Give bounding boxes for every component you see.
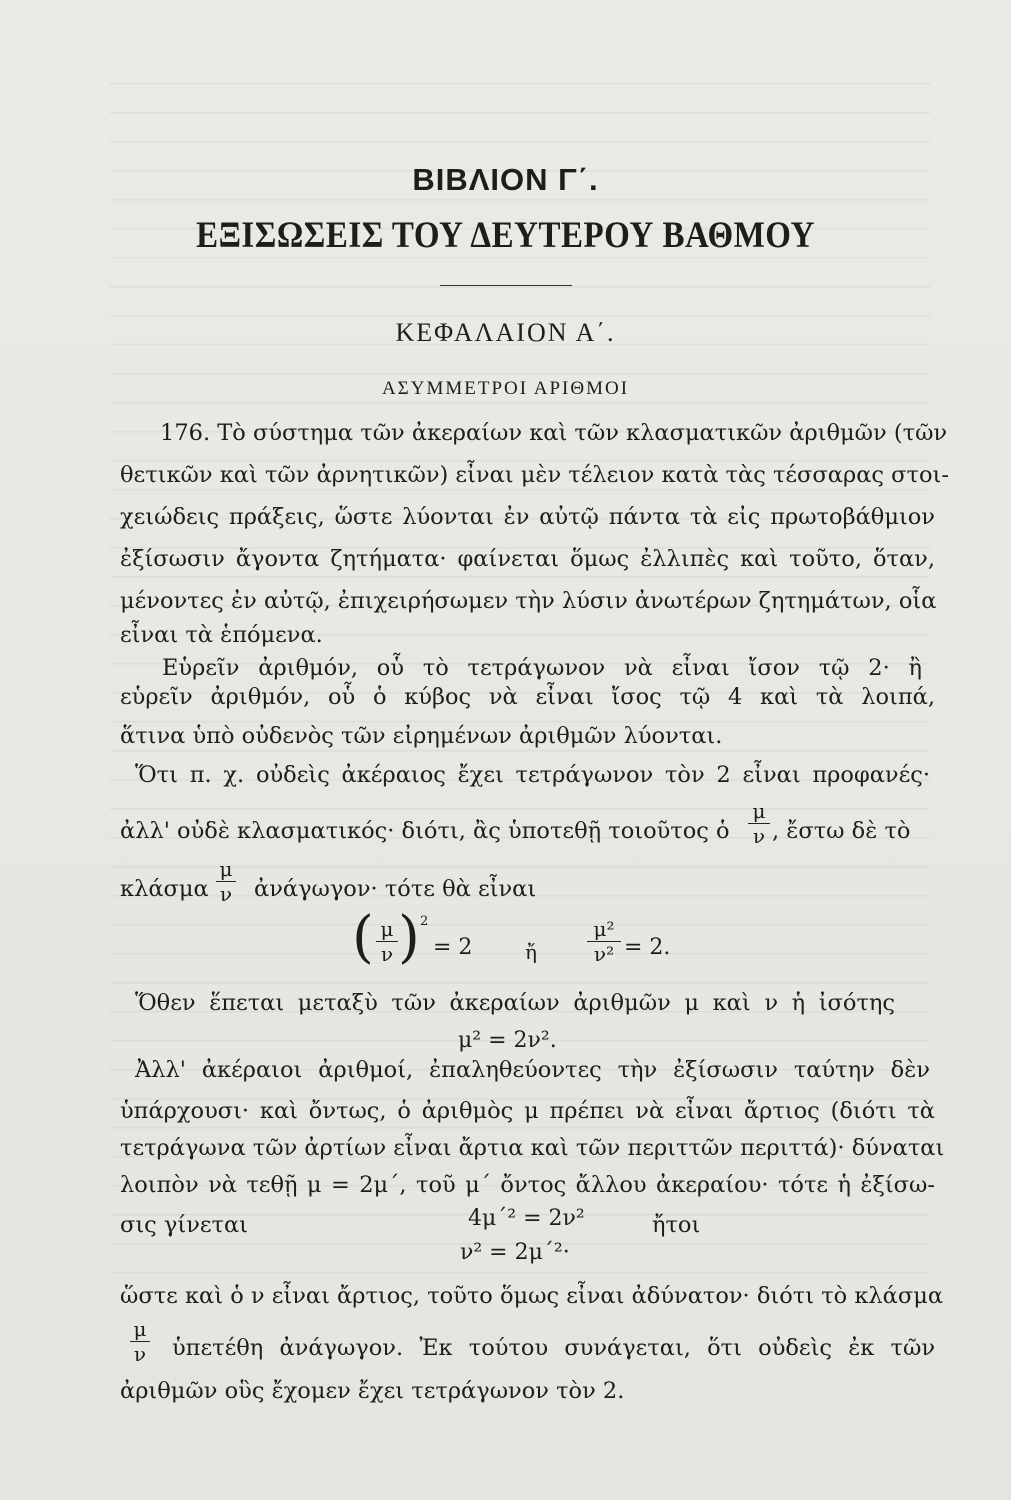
text-line: ἤτοι: [652, 1212, 701, 1238]
text-line: , ἔστω δὲ τὸ: [772, 818, 911, 844]
text-line: τετράγωνα τῶν ἀρτίων εἶναι ἄρτια καὶ τῶν περιττῶν περιττά)· δύναται: [120, 1135, 945, 1161]
fraction-mu-nu: μ ν: [748, 800, 770, 847]
text-line: εὑρεῖν ἀριθμόν, οὗ ὁ κύβος νὰ εἶναι ἴσος τῷ 4 καὶ τὰ λοιπά,: [120, 684, 935, 710]
text-line: κλάσμα: [120, 876, 209, 902]
text-line: ἐξίσωσιν ἄγοντα ζητήματα· φαίνεται ὅμως ἐλλιπὲς καὶ τοῦτο, ὅταν,: [120, 546, 935, 572]
fraction-mu-nu: μ ν: [130, 1318, 150, 1365]
text-line: θετικῶν καὶ τῶν ἀρνητικῶν) εἶναι μὲν τέλειον κατὰ τὰς τέσσαρας στοι-: [120, 462, 949, 488]
equation-identity: μ² = 2ν².: [458, 1028, 557, 1053]
exponent: 2: [420, 914, 429, 929]
fraction-mu2-nu2: μ² ν²: [587, 918, 621, 965]
text-line: ἀριθμῶν οὓς ἔχομεν ἔχει τετράγωνον τὸν 2.: [120, 1378, 625, 1404]
chapter-title: ΚΕΦΑΛΑΙΟΝ Α΄.: [395, 318, 616, 347]
equation-b: ν² = 2μ΄²·: [460, 1240, 570, 1265]
equation-part: = 2.: [624, 935, 671, 960]
text-line: ὥστε καὶ ὁ ν εἶναι ἄρτιος, τοῦτο ὅμως εἶναι ἀδύνατον· διότι τὸ κλάσμα: [120, 1283, 944, 1309]
text-line: ἀνάγωγον· τότε θὰ εἶναι: [254, 876, 537, 902]
equation-or: ἤ: [525, 940, 537, 964]
fraction-mu-nu: μ ν: [216, 858, 236, 905]
text-line: ὑπετέθη ἀνάγωγον. Ἐκ τούτου συνάγεται, ὅτι οὐδεὶς ἐκ τῶν: [172, 1335, 935, 1361]
book-title: ΒΙΒΛΙΟΝ Γ΄.: [412, 162, 599, 197]
equation-a: 4μ΄² = 2ν²: [468, 1206, 585, 1231]
left-paren: (: [352, 905, 374, 970]
text-line: λοιπὸν νὰ τεθῇ μ = 2μ΄, τοῦ μ΄ ὄντος ἄλλου ἀκεραίου· τότε ἡ ἐξίσω-: [120, 1172, 935, 1198]
text-line: Εὑρεῖν ἀριθμόν, οὗ τὸ τετράγωνον νὰ εἶναι ἴσον τῷ 2· ἢ: [162, 655, 922, 681]
text-line: ἀλλ' οὐδὲ κλασματικός· διότι, ἂς ὑποτεθῇ τοιοῦτος ὁ: [120, 818, 730, 844]
subheading: ΑΣΥΜΜΕΤΡΟΙ ΑΡΙΘΜΟΙ: [381, 378, 630, 399]
text-line: εἶναι τὰ ἑπόμενα.: [120, 622, 323, 648]
text-line: Ὅθεν ἕπεται μεταξὺ τῶν ἀκεραίων ἀριθμῶν μ καὶ ν ἡ ἰσότης: [135, 990, 895, 1016]
text-line: 176. Τὸ σύστημα τῶν ἀκεραίων καὶ τῶν κλασματικῶν ἀριθμῶν (τῶν: [160, 420, 948, 446]
fraction-mu-nu: μ ν: [376, 918, 398, 965]
divider-rule: [440, 285, 572, 286]
text-line: μένοντες ἐν αὐτῷ, ἐπιχειρήσωμεν τὴν λύσιν ἀνωτέρων ζητημάτων, οἷα: [120, 588, 937, 614]
text-line: ὑπάρχουσι· καὶ ὄντως, ὁ ἀριθμὸς μ πρέπει νὰ εἶναι ἄρτιος (διότι τὰ: [120, 1098, 935, 1124]
text-line: Ἀλλ' ἀκέραιοι ἀριθμοί, ἐπαληθεύοντες τὴν ἐξίσωσιν ταύτην δὲν: [135, 1057, 930, 1083]
text-line: Ὅτι π. χ. οὐδεὶς ἀκέραιος ἔχει τετράγωνον τὸν 2 εἶναι προφανές·: [135, 762, 930, 788]
text-line: ἅτινα ὑπὸ οὐδενὸς τῶν εἰρημένων ἀριθμῶν λύονται.: [120, 723, 723, 749]
text-line: χειώδεις πράξεις, ὥστε λύονται ἐν αὐτῷ πάντα τὰ εἰς πρωτοβάθμιον: [120, 504, 935, 530]
section-title: ΕΞΙΣΩΣΕΙΣ ΤΟΥ ΔΕΥΤΕΡΟΥ ΒΑΘΜΟΥ: [196, 215, 815, 257]
text-line: σις γίνεται: [120, 1212, 249, 1238]
right-paren: ): [398, 905, 420, 970]
equation-part: = 2: [433, 935, 473, 960]
